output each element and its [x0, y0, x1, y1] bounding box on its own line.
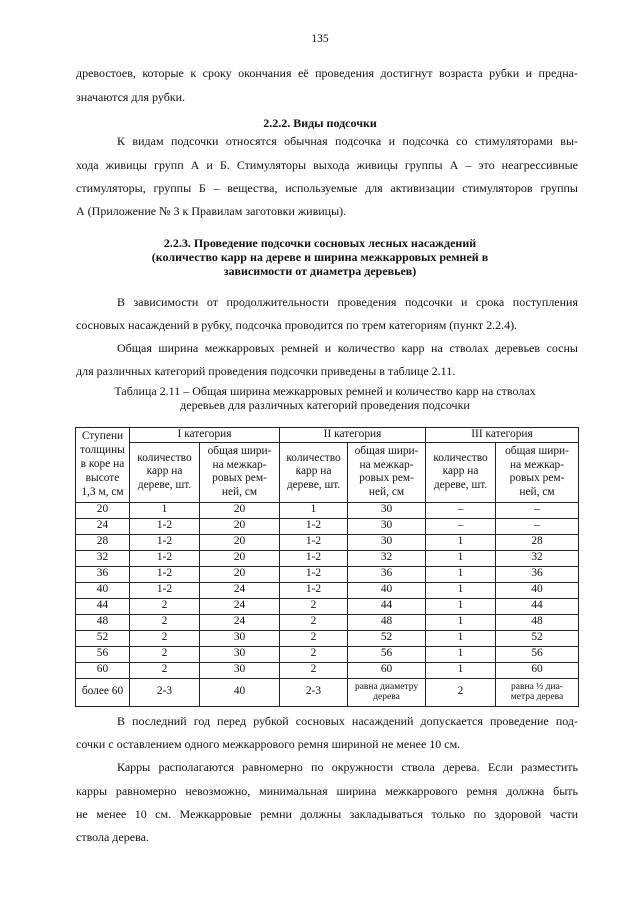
table-cell: 52 [348, 630, 426, 646]
after-table-para2-line-1: Карры располагаются равномерно по окружности ствола дерева. Если разместить [117, 760, 578, 774]
table-cell: 32 [496, 550, 579, 566]
table-cell: 48 [496, 614, 579, 630]
table-cell: 2 [130, 662, 200, 678]
table-cell: 2 [280, 662, 348, 678]
table-row [76, 646, 579, 662]
table-cell: 56 [496, 646, 579, 662]
table-cell: 28 [76, 534, 130, 550]
table-cell: 24 [200, 582, 280, 598]
data-table [75, 427, 579, 707]
table-cell: 60 [496, 662, 579, 678]
table-cell: 30 [348, 534, 426, 550]
table-cell: 1-2 [130, 566, 200, 582]
table-cell: 60 [76, 662, 130, 678]
table-cell: 52 [496, 630, 579, 646]
header-category-1: I категория [130, 428, 280, 443]
section-222-line-3: стимуляторы, группы Б – вещества, используемые для активизации стимуляторов группы [76, 181, 578, 195]
header-count-cat2: количество карр на дереве, шт. [280, 442, 348, 502]
table-cell: 1 [426, 582, 496, 598]
table-cell: 2 [130, 646, 200, 662]
table-cell: 1-2 [280, 582, 348, 598]
table-cell: 30 [348, 502, 426, 518]
section-222-heading: 2.2.2. Виды подсочки [263, 116, 377, 130]
after-table-para2-line-3: не менее 10 см. Межкарровые ремни должны закладываться только по здоровой части [76, 807, 578, 821]
table-cell: 1-2 [130, 534, 200, 550]
table-row-last [76, 678, 579, 706]
table-cell: 2 [280, 614, 348, 630]
table-cell: 44 [76, 598, 130, 614]
table-cell: 2 [130, 630, 200, 646]
table-cell: 2-3 [130, 678, 200, 706]
section-222-line-1: К видам подсочки относятся обычная подсочка и подсочка со стимуляторами вы- [117, 134, 578, 148]
table-row [76, 614, 579, 630]
table-cell: 1-2 [280, 518, 348, 534]
table-cell: 24 [200, 598, 280, 614]
header-count-cat3: количество карр на дереве, шт. [426, 442, 496, 502]
table-cell: 2 [280, 646, 348, 662]
table-cell: 24 [200, 614, 280, 630]
header-width-cat2: общая шири- на межкар- ровых рем- ней, см [348, 442, 426, 502]
page-number: 135 [311, 33, 329, 45]
table-cell: 2 [426, 678, 496, 706]
table-caption-line-1: Таблица 2.11 – Общая ширина межкарровых ремней и количество карр на стволах [114, 384, 536, 398]
table-row [76, 598, 579, 614]
table-cell: 1 [426, 630, 496, 646]
table-cell: 20 [200, 534, 280, 550]
table-cell: 44 [348, 598, 426, 614]
table-cell: 36 [496, 566, 579, 582]
table-cell: 40 [348, 582, 426, 598]
table-cell: – [496, 502, 579, 518]
table-cell: 1 [426, 534, 496, 550]
table-cell: равна диаметру дерева [348, 678, 426, 706]
section-222-line-2: хода живицы групп А и Б. Стимуляторы выхода живицы группы А – это неагрессивные [76, 158, 578, 172]
table-cell: 40 [496, 582, 579, 598]
table-cell: – [496, 518, 579, 534]
table-row [76, 582, 579, 598]
table-cell: 20 [200, 550, 280, 566]
table-cell: 52 [76, 630, 130, 646]
table-cell: 1-2 [280, 566, 348, 582]
section-223-heading-2: (количество карр на дереве и ширина межкарровых ремней в [151, 250, 489, 264]
table-cell: 30 [200, 662, 280, 678]
after-table-para2-line-4: ствола дерева. [76, 830, 149, 844]
table-row [76, 534, 579, 550]
table-cell: 20 [200, 502, 280, 518]
header-category-3: III категория [426, 428, 579, 443]
table-cell: более 60 [76, 678, 130, 706]
table-cell: 20 [200, 518, 280, 534]
table-cell: 1-2 [130, 550, 200, 566]
table-cell: 1 [426, 566, 496, 582]
table-cell: 48 [76, 614, 130, 630]
table-cell: 32 [76, 550, 130, 566]
table-cell: 1-2 [280, 550, 348, 566]
after-table-para1-line-2: сочки с оставлением одного межкаррового ремня шириной не менее 10 см. [76, 737, 461, 751]
table-cell: 30 [200, 630, 280, 646]
section-223-heading-3: зависимости от диаметра деревьев) [223, 264, 417, 278]
table-cell: 1-2 [280, 534, 348, 550]
intro-line-2: значаются для рубки. [76, 90, 186, 104]
table-cell: 1 [130, 502, 200, 518]
table-cell: равна ½ диа- метра дерева [496, 678, 579, 706]
table-cell: 44 [496, 598, 579, 614]
table-cell: 1 [426, 598, 496, 614]
header-category-2: II категория [280, 428, 426, 443]
after-table-para2-line-2: карры равномерно невозможно, минимальная ширина межкаррового ремня должна быть [76, 784, 578, 798]
table-cell: 2-3 [280, 678, 348, 706]
table-cell: 28 [496, 534, 579, 550]
table-cell: 20 [200, 566, 280, 582]
table-cell: 30 [200, 646, 280, 662]
table-caption-line-2: деревьев для различных категорий проведения подсочки [180, 398, 470, 412]
header-count-cat1: количество карр на дереве, шт. [130, 442, 200, 502]
section-222-line-4: А (Приложение № 3 к Правилам заготовки живицы). [76, 204, 347, 218]
table-cell: 1-2 [130, 582, 200, 598]
table-row [76, 518, 579, 534]
section-223-heading-1: 2.2.3. Проведение подсочки сосновых лесных насаждений [163, 236, 477, 250]
section-223-para2-line-2: для различных категорий проведения подсочки приведены в таблице 2.11. [76, 364, 456, 378]
intro-line-1: древостоев, которые к сроку окончания её проведения достигнут возраста рубки и предна- [76, 66, 578, 80]
table-cell: 36 [348, 566, 426, 582]
table-cell: 1 [426, 614, 496, 630]
table-cell: 1 [426, 646, 496, 662]
section-223-para1-line-1: В зависимости от продолжительности проведения подсочки и срока поступления [117, 295, 578, 309]
table-cell: 48 [348, 614, 426, 630]
table-cell: 60 [348, 662, 426, 678]
table-cell: 32 [348, 550, 426, 566]
header-col-thickness: Ступени толщины в коре на высоте 1,3 м, см [76, 428, 130, 503]
table-row [76, 566, 579, 582]
table-row [76, 630, 579, 646]
header-width-cat3: общая шири- на межкар- ровых рем- ней, см [496, 442, 579, 502]
section-223-para2-line-1: Общая ширина межкарровых ремней и количество карр на стволах деревьев сосны [117, 341, 578, 355]
table-cell: 40 [76, 582, 130, 598]
table-cell: 40 [200, 678, 280, 706]
table-row [76, 662, 579, 678]
table-cell: – [426, 518, 496, 534]
table-cell: 2 [280, 630, 348, 646]
table-cell: 1 [426, 550, 496, 566]
section-223-para1-line-2: сосновых насаждений в рубку, подсочка проводится по трем категориям (пункт 2.2.4). [76, 318, 518, 332]
table-cell: 30 [348, 518, 426, 534]
table-cell: 1-2 [130, 518, 200, 534]
table-cell: 36 [76, 566, 130, 582]
table-row [76, 502, 579, 518]
table-cell: 20 [76, 502, 130, 518]
table-cell: 1 [426, 662, 496, 678]
table-cell: 56 [348, 646, 426, 662]
table-cell: 2 [280, 598, 348, 614]
table-cell: 1 [280, 502, 348, 518]
after-table-para1-line-1: В последний год перед рубкой сосновых насаждений допускается проведение под- [117, 714, 578, 728]
table-cell: 24 [76, 518, 130, 534]
table-row [76, 550, 579, 566]
table-cell: 2 [130, 598, 200, 614]
table-cell: 2 [130, 614, 200, 630]
header-width-cat1: общая шири- на межкар- ровых рем- ней, см [200, 442, 280, 502]
table-cell: – [426, 502, 496, 518]
table-cell: 56 [76, 646, 130, 662]
